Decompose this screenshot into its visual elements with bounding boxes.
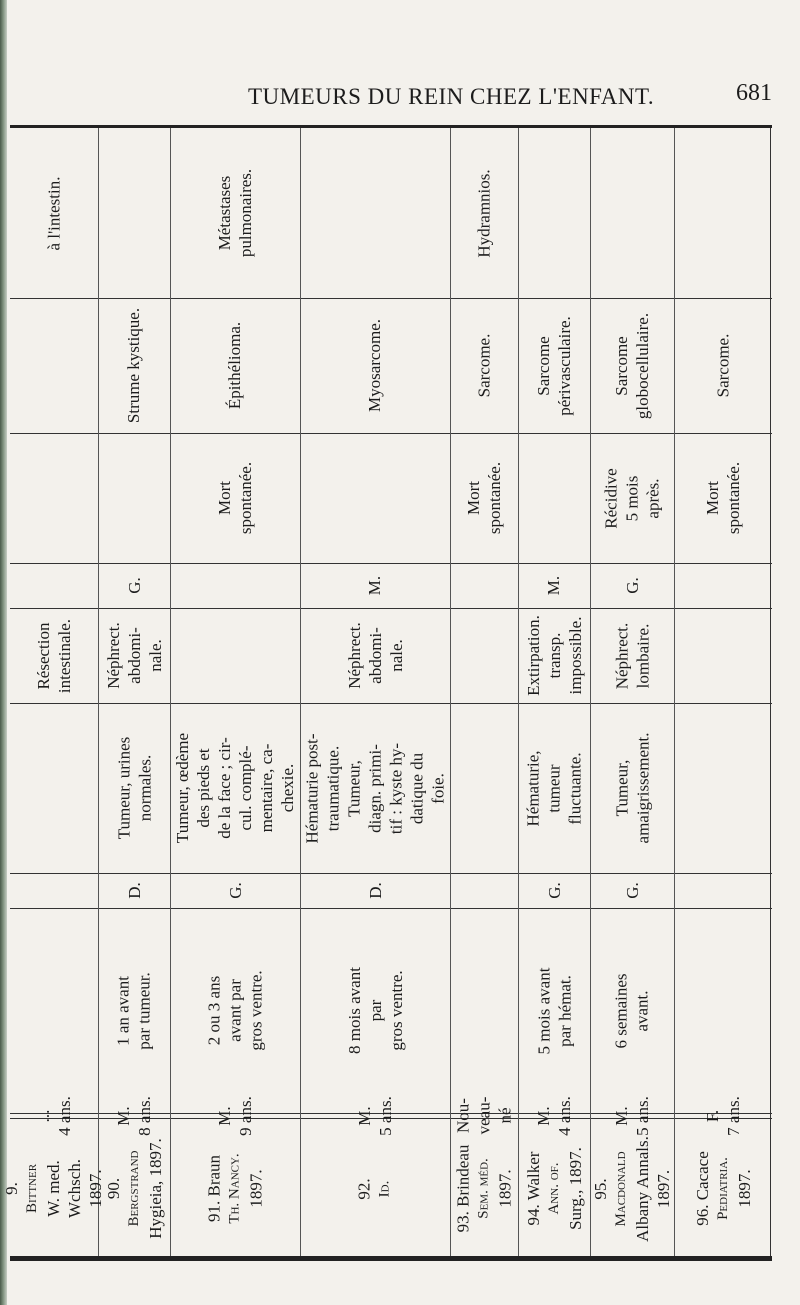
cell-line: Sarcome.	[474, 333, 494, 398]
cell-line: G.	[622, 882, 642, 899]
cell-line: après.	[643, 477, 663, 519]
cell-text	[172, 733, 298, 843]
cell-line: Métastases	[214, 175, 234, 251]
cell-text	[354, 1178, 396, 1199]
cell-text	[611, 622, 653, 689]
cell-line: traumatique.	[323, 745, 343, 831]
cell-remarks	[10, 128, 98, 298]
cell-text	[611, 733, 653, 844]
cell-line: de la face ; cir-	[214, 737, 234, 839]
cell-side	[300, 873, 450, 908]
cell-line: Hygieia, 1897.	[145, 1138, 165, 1239]
cell-side	[590, 873, 674, 908]
cell-text	[523, 750, 586, 826]
cell-text	[33, 618, 75, 692]
cell-source	[2, 1118, 106, 1259]
cell-line: 5 ans.	[375, 1095, 395, 1136]
cell-line: par	[365, 999, 385, 1022]
cell-text	[533, 967, 575, 1054]
cell-line: Récidive	[601, 467, 621, 529]
cell-text	[124, 577, 145, 594]
scan-edge	[0, 0, 7, 1305]
cell-line: 94. Walker	[523, 1151, 543, 1226]
cell-line: cul. complé-	[235, 745, 255, 831]
cell-operation	[518, 608, 590, 703]
cell-line: Extirpation.	[523, 615, 543, 696]
cell-line: 92.	[355, 1177, 374, 1200]
cell-side_op	[518, 563, 590, 608]
cell-line: impossible.	[565, 616, 585, 695]
cell-text	[113, 972, 155, 1049]
cell-line: Néphrect.	[344, 622, 364, 689]
cell-text	[611, 312, 653, 418]
cell-histology	[170, 298, 300, 433]
cell-line: F.	[702, 1109, 722, 1122]
cell-line: G.	[622, 577, 642, 594]
cell-line: globocellulaire.	[633, 312, 652, 419]
cell-line: Ann. of.	[545, 1162, 562, 1215]
cell-line: M.	[354, 1105, 374, 1126]
cell-line: 1897.	[246, 1169, 266, 1208]
cell-line: M.	[611, 1105, 631, 1126]
cell-duration	[170, 908, 300, 1113]
cell-source	[300, 1118, 450, 1259]
cell-text	[523, 615, 586, 696]
cell-side_op	[98, 563, 170, 608]
cell-line: spontanée.	[485, 461, 505, 535]
cell-line: Sarcome	[534, 335, 553, 396]
cell-histology	[98, 298, 170, 433]
cell-symptoms	[170, 703, 300, 873]
cell-histology	[674, 298, 772, 433]
cell-text	[203, 1153, 266, 1223]
cell-line: Nou-	[453, 1098, 473, 1133]
cell-line: Épithélioma.	[225, 321, 245, 410]
cell-line: 8 ans.	[134, 1095, 154, 1136]
cell-text	[124, 882, 145, 899]
cell-line: Tumeur,	[344, 759, 364, 817]
cell-line: nale.	[145, 639, 165, 672]
cell-side	[98, 873, 170, 908]
cell-line: Sem. méd.	[475, 1158, 492, 1219]
cell-line: D.	[365, 882, 385, 899]
cell-text	[473, 334, 494, 398]
cell-line: Mort	[702, 481, 722, 516]
case-table	[2, 125, 772, 1261]
cell-line: 5 ans.	[632, 1095, 652, 1136]
cell-line: Th. Nancy.	[226, 1153, 243, 1224]
cell-line: datique du	[407, 752, 427, 824]
cell-text	[365, 576, 386, 595]
cell-line: 9.	[2, 1182, 22, 1195]
cell-line: diagn. primi-	[365, 743, 385, 833]
cell-line: Id.	[377, 1180, 393, 1197]
cell-text	[214, 462, 256, 534]
cell-line: tif : kyste hy-	[386, 742, 406, 834]
cell-text	[103, 622, 166, 689]
page-number: 681	[736, 80, 772, 106]
cell-line: lombaire.	[633, 623, 652, 688]
cell-text	[1, 1159, 106, 1218]
cell-line: 96. Cacace	[692, 1151, 712, 1226]
cell-line: mentaire, ca-	[256, 743, 276, 833]
cell-text	[225, 882, 246, 899]
cell-result	[170, 433, 300, 563]
cell-text	[611, 973, 653, 1048]
cell-line: M.	[113, 1105, 133, 1126]
cell-line: périvasculaire.	[555, 315, 574, 416]
cell-symptoms	[518, 703, 590, 873]
cell-line: veau-	[474, 1096, 494, 1135]
cell-line: Mort	[464, 481, 484, 516]
cell-line: M.	[365, 575, 385, 596]
cell-line: transp.	[544, 632, 564, 679]
cell-line: des pieds et	[193, 748, 213, 828]
cell-text	[364, 319, 385, 412]
cell-line: abdomi-	[124, 627, 144, 684]
cell-line: Résection	[34, 621, 53, 690]
cell-source	[518, 1118, 590, 1259]
cell-line: spontanée.	[723, 461, 743, 535]
cell-text	[113, 737, 155, 840]
cell-text	[344, 622, 407, 689]
cell-line: tumeur	[544, 763, 564, 813]
cell-line: Albany Annals.	[633, 1135, 652, 1242]
cell-line: Néphrect.	[103, 622, 123, 689]
cell-line: 1897.	[654, 1169, 673, 1208]
cell-line: G.	[124, 577, 144, 594]
cell-text	[544, 882, 565, 899]
cell-histology	[518, 298, 590, 433]
cell-text	[453, 1145, 516, 1233]
cell-text	[124, 308, 145, 423]
cell-line: 9 ans.	[235, 1095, 255, 1136]
cell-symptoms	[590, 703, 674, 873]
cell-line: 95.	[591, 1177, 610, 1200]
cell-line: Hématurie post-	[302, 733, 322, 843]
cell-line: 5 mois	[622, 475, 642, 521]
cell-result	[674, 433, 772, 563]
cell-text	[343, 967, 406, 1054]
cell-line: abdomi-	[365, 627, 385, 684]
cell-line: Macdonald	[613, 1150, 629, 1227]
cell-line: M.	[533, 1105, 553, 1126]
cell-line: foie.	[428, 772, 448, 804]
cell-text	[103, 1138, 166, 1239]
cell-line: D.	[124, 882, 144, 899]
page-header	[0, 80, 800, 120]
cell-result	[450, 433, 518, 563]
cell-text	[622, 577, 643, 594]
cell-text	[523, 1147, 586, 1230]
cell-line: 4 ans.	[54, 1095, 74, 1136]
cell-text	[214, 169, 256, 257]
cell-text	[43, 176, 64, 250]
cell-text	[302, 733, 449, 843]
cell-line: Strume kystique.	[124, 307, 144, 424]
cell-line: G.	[225, 882, 245, 899]
cell-remarks	[450, 128, 518, 298]
cell-text	[702, 462, 744, 534]
cell-line: 1897.	[86, 1169, 106, 1208]
cell-text	[225, 322, 246, 409]
cell-source	[98, 1118, 170, 1259]
cell-line: intestinale.	[55, 618, 74, 693]
cell-line: 91. Braun	[204, 1154, 224, 1223]
cell-side_op	[590, 563, 674, 608]
cell-line: par hémat.	[555, 974, 575, 1047]
cell-line: normales.	[135, 754, 154, 822]
cell-source	[170, 1118, 300, 1259]
cell-operation	[300, 608, 450, 703]
cell-text	[203, 970, 266, 1050]
cell-histology	[300, 298, 450, 433]
cell-line: Tumeur, urines	[114, 736, 133, 840]
cell-line: chexie.	[277, 763, 297, 813]
cell-side	[170, 873, 300, 908]
cell-line: ...	[33, 1109, 53, 1122]
cell-operation	[98, 608, 170, 703]
cell-line: nale.	[386, 639, 406, 672]
cell-text	[463, 462, 505, 534]
running-title: TUMEURS DU REIN CHEZ L'ENFANT.	[248, 84, 655, 109]
cell-line: Néphrect.	[612, 622, 631, 689]
cell-line: avant par	[225, 979, 245, 1042]
cell-line: 8 mois avant	[344, 967, 364, 1054]
cell-line: G.	[544, 882, 564, 899]
cell-result	[590, 433, 674, 563]
cell-line: 4 ans.	[554, 1095, 574, 1136]
cell-text	[600, 468, 663, 528]
cell-line: Hématurie,	[523, 750, 543, 826]
cell-line: Tumeur,	[612, 759, 632, 817]
cell-text	[712, 334, 733, 398]
cell-line: Bergstrand	[125, 1150, 142, 1227]
cell-side	[518, 873, 590, 908]
cell-line: 93. Brindeau	[453, 1144, 473, 1233]
cell-line: 7 ans.	[723, 1095, 743, 1136]
cell-source	[450, 1118, 518, 1259]
cell-line: 90.	[103, 1177, 123, 1200]
cell-line: Bittner	[24, 1163, 41, 1214]
cell-line: 1897.	[734, 1169, 754, 1208]
cell-duration	[590, 908, 674, 1113]
cell-line: Wchsch.	[65, 1158, 85, 1219]
cell-symptoms	[300, 703, 450, 873]
cell-duration	[518, 908, 590, 1113]
cell-source	[674, 1118, 772, 1259]
cell-line: 6 semaines	[611, 972, 631, 1049]
cell-line: gros ventre.	[386, 970, 406, 1051]
cell-duration	[300, 908, 450, 1113]
cell-line: 1 an avant	[114, 975, 134, 1046]
cell-line: à l'intestin.	[44, 176, 64, 250]
cell-line: par tumeur.	[135, 971, 155, 1050]
cell-line: Sarcome	[612, 335, 631, 396]
cell-remarks	[170, 128, 300, 298]
cell-line: Sarcome.	[713, 333, 733, 398]
cell-line: Pediatria.	[714, 1157, 731, 1220]
cell-text	[691, 1151, 754, 1226]
cell-line: pulmonaires.	[235, 168, 255, 258]
cell-operation	[590, 608, 674, 703]
cell-text	[622, 882, 643, 899]
cell-text	[590, 1136, 674, 1242]
cell-operation	[10, 608, 98, 703]
cell-source	[590, 1118, 674, 1259]
cell-text	[474, 169, 495, 257]
cell-histology	[450, 298, 518, 433]
cell-line: Mort	[214, 481, 234, 516]
cell-histology	[590, 298, 674, 433]
cell-line: gros ventre.	[246, 970, 266, 1051]
cell-symptoms	[98, 703, 170, 873]
cell-line: Hydramnios.	[474, 168, 494, 258]
cell-duration	[98, 908, 170, 1113]
cell-line: 2 ou 3 ans	[204, 975, 224, 1046]
cell-line: Tumeur, œdème	[172, 732, 192, 844]
cell-side_op	[300, 563, 450, 608]
cell-line: fluctuante.	[565, 751, 585, 825]
cell-line: M.	[544, 575, 564, 596]
cell-line: M.	[214, 1105, 234, 1126]
cell-line: W. med.	[44, 1160, 64, 1217]
cell-line: né	[495, 1107, 515, 1124]
cell-text	[544, 576, 565, 595]
cell-line: Surg., 1897.	[565, 1147, 585, 1230]
cell-text	[365, 882, 386, 899]
cell-line: spontanée.	[235, 461, 255, 535]
cell-line: 1897.	[495, 1169, 515, 1208]
cell-line: Myosarcome.	[365, 318, 385, 413]
cell-line: amaigrissement.	[633, 732, 653, 844]
cell-text	[533, 316, 575, 416]
cell-line: avant.	[632, 989, 652, 1032]
cell-line: 5 mois avant	[534, 967, 554, 1054]
